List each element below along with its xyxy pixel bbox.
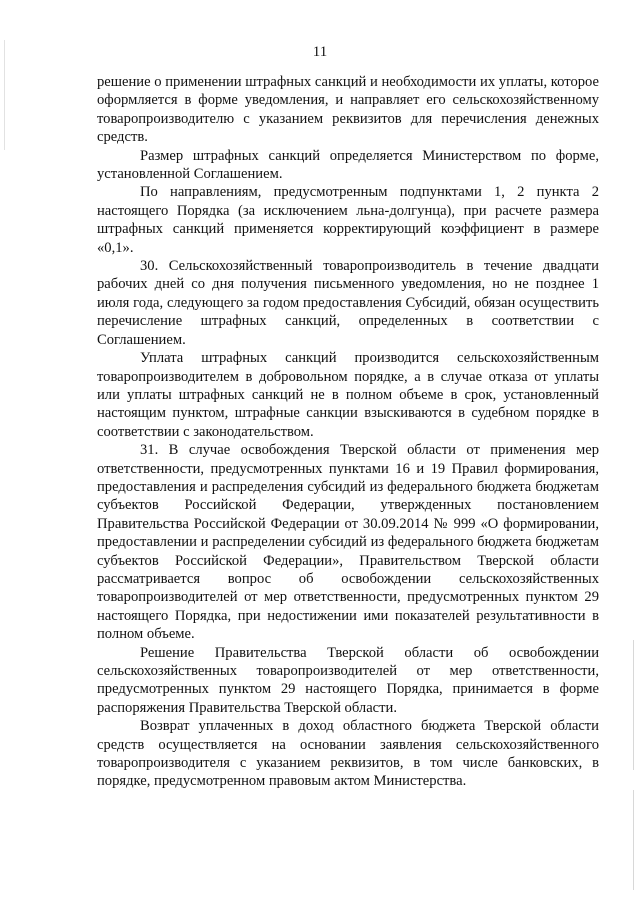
- page-number: 11: [312, 44, 328, 60]
- paragraph: Уплата штрафных санкций производится сельскохозяйственным товаропроизводителем в добровольном порядке, а в случае отказа от уплаты или уплаты штрафных санкций не в полном объеме в срок, установленный настоящим пунктом, штрафные санкции взыскиваются в судебном порядке в соответствии с законодательством.: [97, 350, 599, 440]
- paragraph: 30. Сельскохозяйственный товаропроизводитель в течение двадцати рабочих дней со дня получения письменного уведомления, но не позднее 1 июля года, следующего за годом предоставления Субсидий, обязан осуществить перечисление штрафных санкций, определенных в соответствии с Соглашением.: [97, 258, 599, 348]
- scan-edge-mark: [633, 640, 634, 770]
- paragraph: Размер штрафных санкций определяется Министерством по форме, установленной Соглашением.: [97, 147, 599, 183]
- paragraph: решение о применении штрафных санкций и необходимости их уплаты, которое оформляется в форме уведомления, и направляет его сельскохозяйственному товаропроизводителю с указанием реквизитов для перечисления денежных средств.: [97, 74, 599, 146]
- paragraph: По направлениям, предусмотренным подпунктами 1, 2 пункта 2 настоящего Порядка (за исключением льна-долгунца), при расчете размера штрафных санкций применяется корректирующий коэффициент в размере «0,1».: [97, 184, 599, 256]
- paragraph: Возврат уплаченных в доход областного бюджета Тверской области средств осуществляется на основании заявления сельскохозяйственного товаропроизводителя с указанием реквизитов, в том числе банковских, в порядке, предусмотренном правовым актом Министерства.: [97, 718, 599, 790]
- paragraph: 31. В случае освобождения Тверской области от применения мер ответственности, предусмотренных пунктами 16 и 19 Правил формирования, предоставления и распределения субсидий из федерального бюджета бюджетам субъектов Российской Федерации, утвержденных постановлением Правительства Российской Федерации от 30.09.2014 № 999 «О формировании, предоставлении и распределении субсидий из федерального бюджета бюджетам субъектов Российской Федерации», Правительством Тверской области рассматривается вопрос об освобождении сельскохозяйственных товаропроизводителей от мер ответственности, предусмотренных пунктом 29 настоящего Порядка, при недостижении ими показателей результативности в полном объеме.: [97, 442, 599, 643]
- document-body: [97, 73, 599, 791]
- scan-edge-mark: [633, 790, 634, 890]
- paragraph: Решение Правительства Тверской области об освобождении сельскохозяйственных товаропроизводителей от мер ответственности, предусмотренных пунктом 29 настоящего Порядка, принимается в форме распоряжения Правительства Тверской области.: [97, 644, 599, 716]
